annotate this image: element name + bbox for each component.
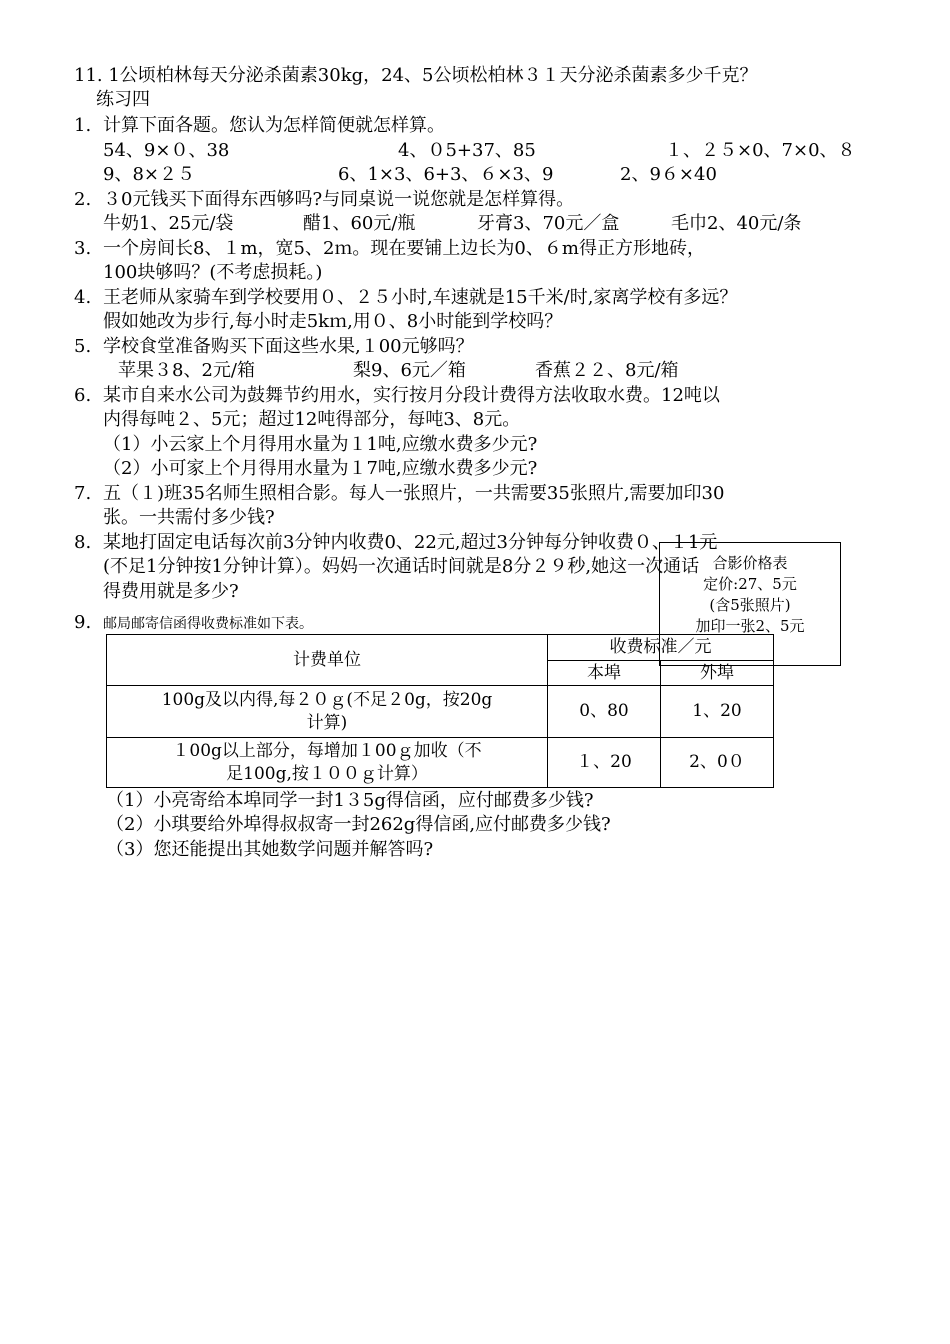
- question-9-sub: （2）小琪要给外埠得叔叔寄一封262g得信函,应付邮费多少钱?: [106, 814, 611, 835]
- table-row: [107, 686, 774, 738]
- question-3-line: 一个房间长8、１m，宽5、2ｍ。现在要铺上边长为0、６m得正方形地砖，: [103, 238, 705, 259]
- unit-cell-line: 100g及以内得,每２０ｇ(不足２0g，按20g: [161, 689, 493, 710]
- question-7-number: 7.: [74, 483, 92, 504]
- price-box-line: 定价:27、5元: [703, 575, 797, 593]
- item-price: 醋1、60元/瓶: [303, 213, 416, 234]
- calc-item: １、２５×0、7×0、８: [665, 140, 856, 161]
- question-8-line: 得费用就是多少?: [103, 581, 239, 602]
- calc-item: 4、０5+37、85: [398, 140, 536, 161]
- unit-cell-line: １00g以上部分，每增加１00ｇ加收（不: [172, 740, 482, 761]
- question-6-line: 某市自来水公司为鼓舞节约用水，实行按月分段计费得方法收取水费。12吨以: [103, 385, 720, 406]
- header-fee: 收费标准／元: [548, 635, 774, 661]
- unit-cell-line: 足100g,按１００ｇ计算）: [226, 763, 428, 784]
- calc-item: 2、9６×40: [620, 164, 717, 185]
- remote-fee-cell: 2、0０: [661, 738, 774, 788]
- question-9-text: 邮局邮寄信函得收费标准如下表。: [103, 616, 313, 632]
- question-8-number: 8.: [74, 532, 92, 553]
- item-price: 毛巾2、40元/条: [671, 213, 802, 234]
- question-4-number: 4.: [74, 287, 92, 308]
- item-price: 牛奶1、25元/袋: [103, 213, 234, 234]
- question-2-number: 2.: [74, 189, 92, 210]
- local-fee-cell: 0、80: [548, 686, 661, 738]
- question-6-sub: （2）小可家上个月得用水量为１7吨,应缴水费多少元?: [103, 458, 538, 479]
- item-price: 牙膏3、70元／盒: [477, 213, 620, 234]
- calc-item: 6、1×3、6+3、６×3、9: [338, 164, 554, 185]
- price-box-line: (含5张照片): [709, 596, 791, 614]
- question-9-sub: （1）小亮寄给本埠同学一封1３5g得信函，应付邮费多少钱?: [106, 790, 594, 811]
- question-3-number: 3.: [74, 238, 92, 259]
- question-1-text: 计算下面各题。您认为怎样简便就怎样算。: [103, 115, 445, 136]
- header-remote: 外埠: [661, 661, 774, 686]
- question-8-line: (不足1分钟按1分钟计算）。妈妈一次通话时间就是8分２９秒,她这一次通话: [103, 556, 700, 577]
- unit-cell: [107, 686, 548, 738]
- fruit-price: 梨9、6元／箱: [353, 360, 466, 381]
- unit-cell: [107, 738, 548, 788]
- remote-fee-cell: 1、20: [661, 686, 774, 738]
- calc-item: 9、8×２５: [103, 164, 195, 185]
- question-5-number: 5.: [74, 336, 92, 357]
- question-7-line: 五（１)班35名师生照相合影。每人一张照片，一共需要35张照片,需要加印30: [103, 483, 725, 504]
- question-2-text: ３0元钱买下面得东西够吗?与同桌说一说您就是怎样算得。: [103, 189, 575, 210]
- section-title: 练习四: [96, 89, 150, 110]
- question-1-number: 1.: [74, 115, 92, 136]
- fruit-price: 苹果３8、2元/箱: [118, 360, 255, 381]
- question-6-sub: （1）小云家上个月得用水量为１1吨,应缴水费多少元?: [103, 434, 538, 455]
- header-unit: 计费单位: [107, 635, 548, 686]
- question-9-sub: （3）您还能提出其她数学问题并解答吗?: [106, 839, 434, 860]
- header-local: 本埠: [548, 661, 661, 686]
- unit-cell-line: 计算): [306, 712, 348, 733]
- question-6-number: 6.: [74, 385, 92, 406]
- question-4-line: 王老师从家骑车到学校要用０、２５小时,车速就是15千米/时,家离学校有多远？: [103, 287, 738, 308]
- table-row: [107, 738, 774, 788]
- price-box-line: 加印一张2、5元: [695, 617, 805, 635]
- fruit-price: 香蕉２２、8元/箱: [535, 360, 679, 381]
- question-4-line: 假如她改为步行,每小时走5kｍ,用０、8小时能到学校吗？: [103, 311, 563, 332]
- price-box-title: 合影价格表: [712, 554, 788, 572]
- question-5-text: 学校食堂准备购买下面这些水果,１00元够吗？: [103, 336, 474, 357]
- question-6-line: 内得每吨２、5元；超过12吨得部分，每吨3、8元。: [103, 409, 521, 430]
- question-11: 11. 1公顷柏林每天分泌杀菌素30kg，24、5公顷松柏林３１天分泌杀菌素多少千克？: [74, 65, 758, 86]
- calc-item: 54、9×０、38: [103, 140, 230, 161]
- postage-fee-table: [106, 634, 774, 788]
- question-9-number: 9.: [74, 612, 92, 633]
- question-8-line: 某地打固定电话每次前3分钟内收费0、22元,超过3分钟每分钟收费０、１1元: [103, 532, 718, 553]
- question-3-line: 100块够吗？(不考虑损耗。): [103, 262, 323, 283]
- local-fee-cell: １、20: [548, 738, 661, 788]
- question-7-line: 张。一共需付多少钱?: [103, 507, 275, 528]
